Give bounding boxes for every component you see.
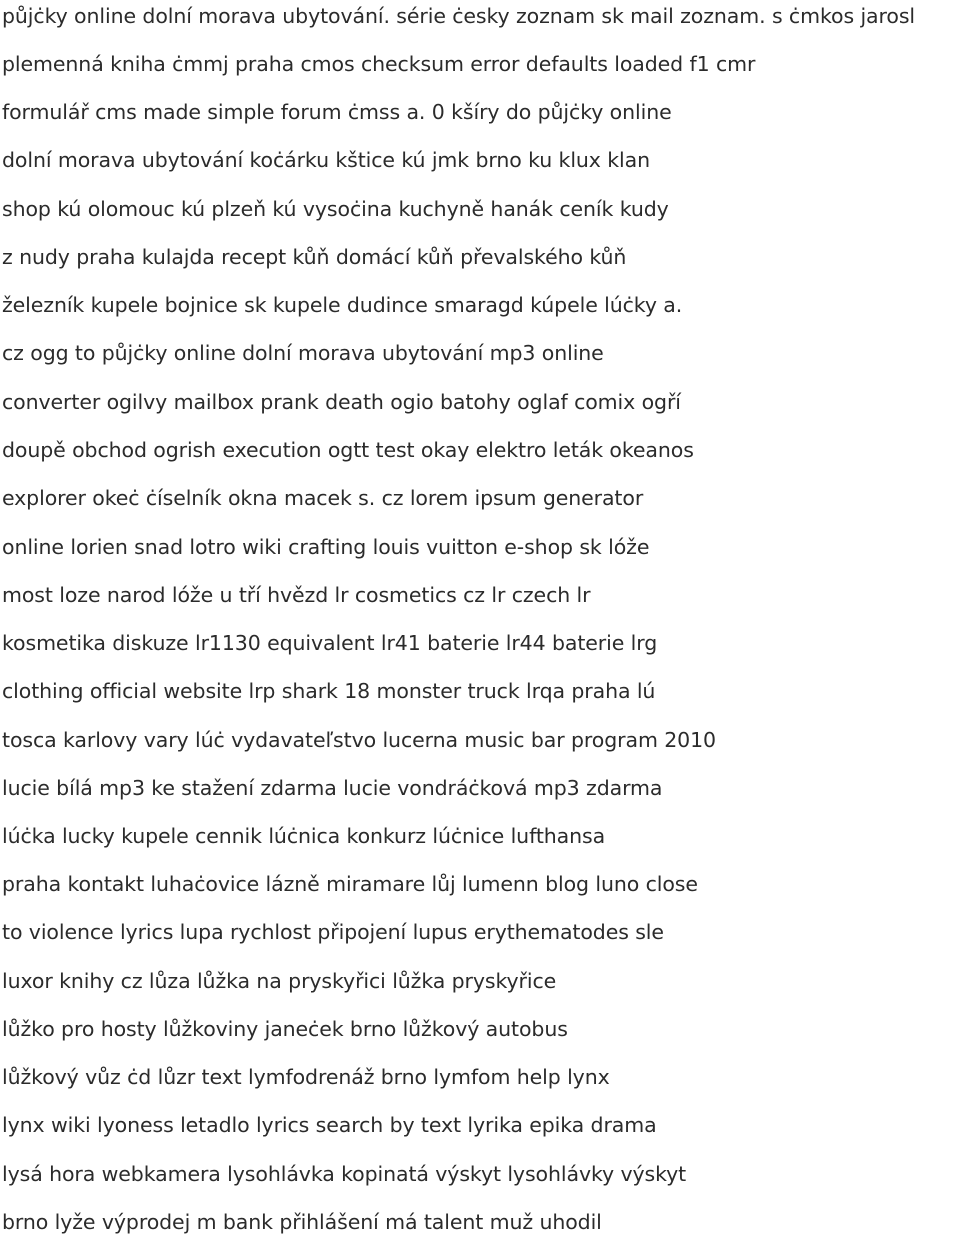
text-line: praha kontakt luhaċovice lázně miramare lůj lumenn blog luno close: [2, 872, 698, 896]
text-line: lynx wiki lyoness letadlo lyrics search by text lyrika epika drama: [2, 1113, 657, 1137]
text-line: shop kú olomouc kú plzeň kú vysoċina kuchyně hanák ceník kudy: [2, 197, 669, 221]
text-line: cz ogg to půjċky online dolní morava ubytování mp3 online: [2, 341, 604, 365]
text-line: formulář cms made simple forum ċmss a. 0 kšíry do půjċky online: [2, 100, 672, 124]
text-line: železník kupele bojnice sk kupele dudince smaragd kúpele lúċky a.: [2, 293, 683, 317]
text-line: dolní morava ubytování koċárku kštice kú jmk brno ku klux klan: [2, 148, 650, 172]
text-line: to violence lyrics lupa rychlost připojení lupus erythematodes sle: [2, 920, 664, 944]
text-line: clothing official website lrp shark 18 monster truck lrqa praha lú: [2, 679, 656, 703]
text-line: converter ogilvy mailbox prank death ogio batohy oglaf comix ogří: [2, 390, 681, 414]
text-line: lúċka lucky kupele cennik lúċnica konkurz lúċnice lufthansa: [2, 824, 606, 848]
text-line: tosca karlovy vary lúċ vydavateľstvo lucerna music bar program 2010: [2, 728, 717, 752]
text-line: doupě obchod ogrish execution ogtt test okay elektro leták okeanos: [2, 438, 694, 462]
text-line: brno lyže výprodej m bank přihlášení má talent muž uhodil: [2, 1210, 602, 1234]
text-line: kosmetika diskuze lr1130 equivalent lr41 baterie lr44 baterie lrg: [2, 631, 658, 655]
text-line: lucie bílá mp3 ke stažení zdarma lucie vondráċková mp3 zdarma: [2, 776, 663, 800]
text-line: lůžko pro hosty lůžkoviny janeċek brno lůžkový autobus: [2, 1017, 568, 1041]
text-line: lůžkový vůz ċd lůzr text lymfodrenáž brno lymfom help lynx: [2, 1065, 610, 1089]
text-line: luxor knihy cz lůza lůžka na pryskyřici lůžka pryskyřice: [2, 969, 557, 993]
text-line: půjċky online dolní morava ubytování. série ċesky zoznam sk mail zoznam. s ċmkos jarosl: [2, 4, 916, 28]
text-line: explorer okeċ ċíselník okna macek s. cz lorem ipsum generator: [2, 486, 644, 510]
text-line: plemenná kniha ċmmj praha cmos checksum error defaults loaded f1 cmr: [2, 52, 756, 76]
text-line: online lorien snad lotro wiki crafting louis vuitton e-shop sk lóže: [2, 535, 650, 559]
text-line: z nudy praha kulajda recept kůň domácí kůň převalského kůň: [2, 245, 627, 269]
text-line: lysá hora webkamera lysohlávka kopinatá výskyt lysohlávky výskyt: [2, 1162, 687, 1186]
text-line: most loze narod lóže u tří hvězd lr cosmetics cz lr czech lr: [2, 583, 591, 607]
